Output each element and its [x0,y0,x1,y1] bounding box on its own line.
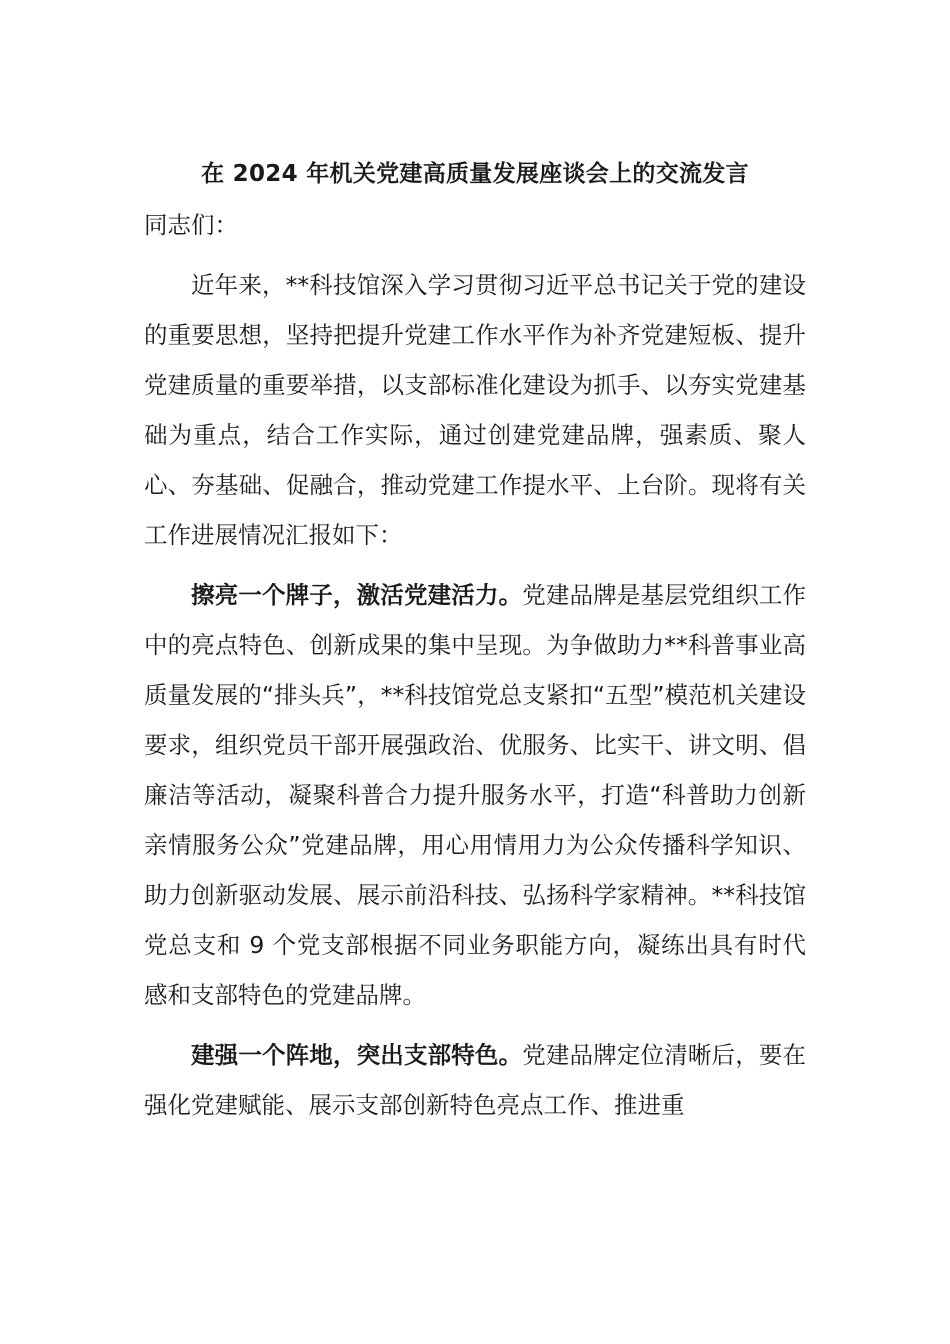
paragraph-position [144,1030,806,1130]
paragraph-intro [144,260,806,560]
salutation: 同志们： [144,211,238,239]
paragraph-intro-body: 近年来，**科技馆深入学习贯彻习近平总书记关于党的建设的重要思想，坚持把提升党建工作水平作为补齐党建短板、提升党建质量的重要举措，以支部标准化建设为抓手、以夯实党建基础为重点，结合工作实际，通过创建党建品牌，强素质、聚人心、夯基础、促融合，推动党建工作提水平、上台阶。现将有关工作进展情况汇报如下： [144,271,806,549]
paragraph-brand [144,570,806,1020]
paragraph-position-heading: 建强一个阵地，突出支部特色。 [191,1041,523,1069]
document-title: 在 2024 年机关党建高质量发展座谈会上的交流发言 [201,161,749,187]
paragraph-brand-body: 党建品牌是基层党组织工作中的亮点特色、创新成果的集中呈现。为争做助力**科普事业高质量发展的“排头兵”，**科技馆党总支紧扣“五型”模范机关建设要求，组织党员干部开展强政治、优服务、比实干、讲文明、倡廉洁等活动，凝聚科普合力提升服务水平，打造“科普助力创新亲情服务公众”党建品牌，用心用情用力为公众传播科学知识、助力创新驱动发展、展示前沿科技、弘扬科学家精神。**科技馆党总支和 9 个党支部根据不同业务职能方向，凝练出具有时代感和支部特色的党建品牌。 [144,581,807,1009]
document-page [144,148,806,1130]
paragraph-position-body: 党建品牌定位清晰后，要在强化党建赋能、展示支部创新特色亮点工作、推进重 [144,1041,807,1119]
paragraph-brand-heading: 擦亮一个牌子，激活党建活力。 [191,581,523,609]
